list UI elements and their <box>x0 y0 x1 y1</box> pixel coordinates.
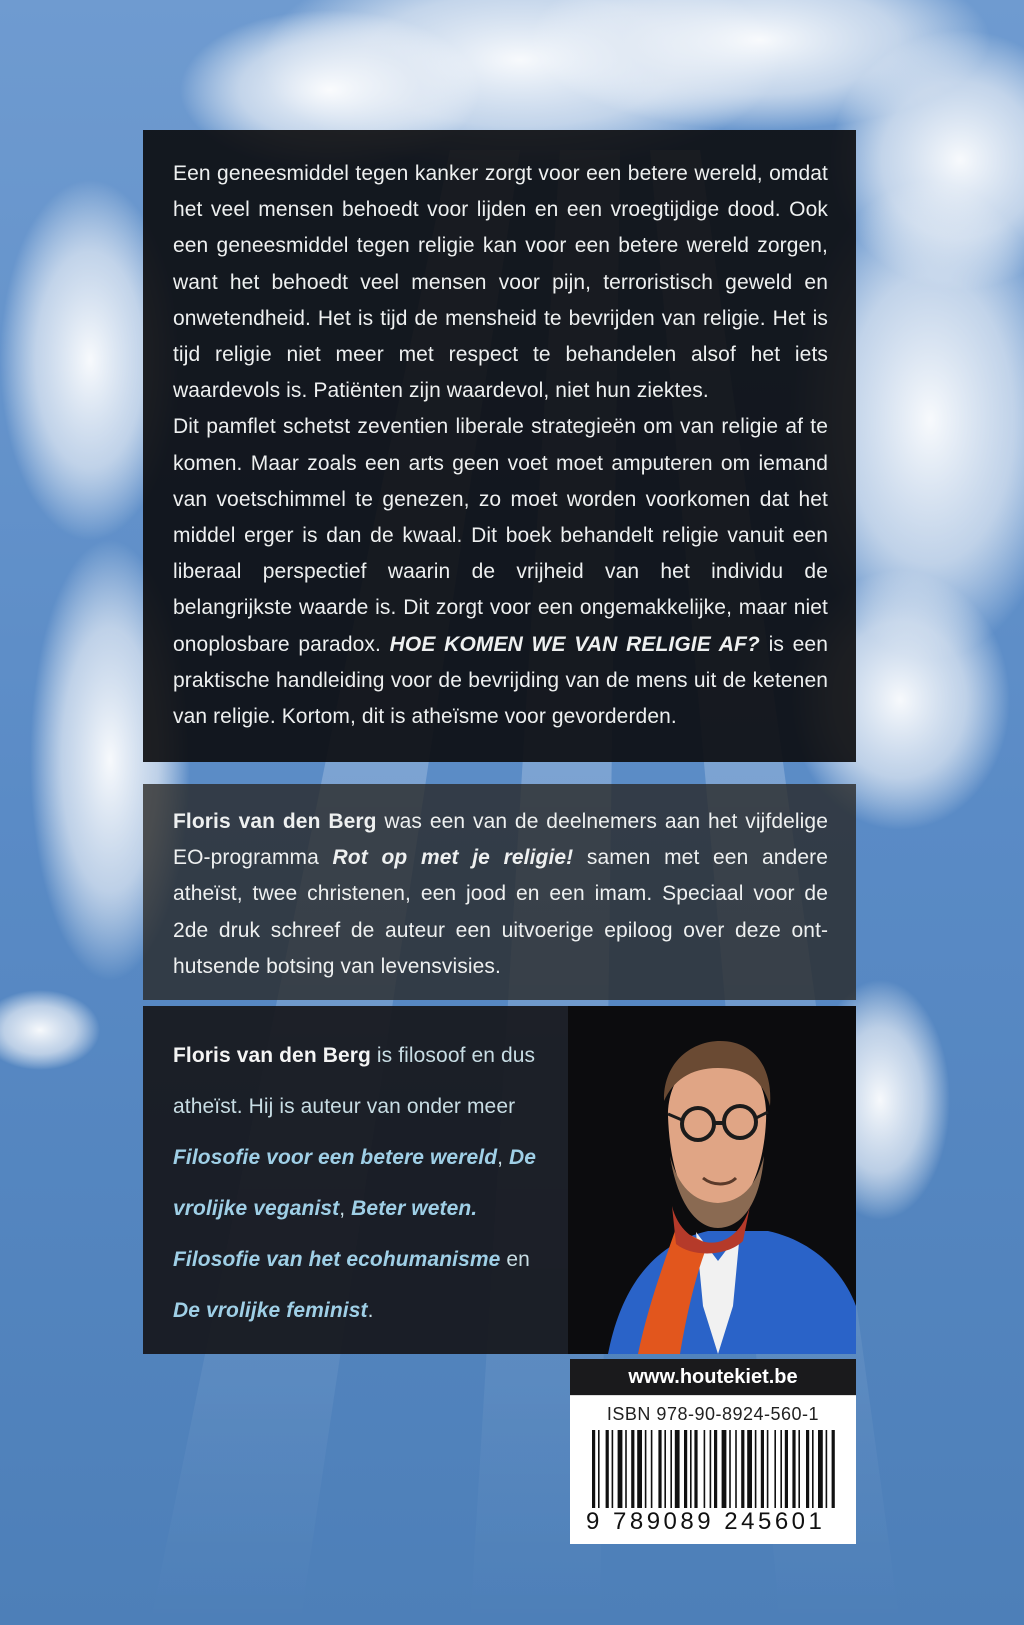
barcode-bar <box>761 1430 764 1508</box>
barcode-bar <box>606 1430 609 1508</box>
barcode-bar <box>714 1430 717 1508</box>
barcode-bar <box>618 1430 623 1508</box>
barcode-bar <box>792 1430 795 1508</box>
author-name: Floris van den Berg <box>173 1044 371 1067</box>
tv-program-panel <box>143 784 856 1000</box>
isbn-label: ISBN 978-90-8924-560-1 <box>606 1404 820 1424</box>
barcode-bar <box>651 1430 653 1508</box>
blurb-panel <box>143 130 856 762</box>
barcode-bar <box>690 1430 692 1508</box>
blurb-paragraph-2: Dit pamflet schetst zeventien liberale strategieën om van religie af te komen. Maar zoals een arts geen voet moet amputeren om iemand van voetschimmel te genezen, zo moet worden voorkomen dat het middel erger is dan de kwaal. Dit boek behandelt religie vanuit een liberaal perspectief waarin de vrijheid van het individu de belangrijkste waarde is. Dit zorgt voor een ongemakkelijke, maar niet onoplosbare paradox. HOE KOMEN WE VAN RELIGIE AF? is een praktische handleiding voor de bevrijding van de mens uit de ketenen van religie. Kortom, dit is atheïsme voor gevorderden. <box>173 415 828 729</box>
barcode-bar <box>818 1430 823 1508</box>
author-panel <box>143 1006 856 1354</box>
barcode-bar <box>774 1430 776 1508</box>
barcode-bar <box>741 1430 744 1508</box>
tv-program-text: Floris van den Berg was een van de deelnemers aan het vijfdelige EO-programma Rot op met je religie! samen met een andere atheïst, twee christenen, een jood en een imam. Speciaal voor de 2de druk schreef de auteur een uitvoerige epiloog over deze onthutsende botsing van levensvisies. <box>173 810 828 978</box>
barcode-bar <box>826 1430 828 1508</box>
author-portrait-illustration <box>568 1006 856 1354</box>
barcode-bar <box>645 1430 647 1508</box>
barcode-bar <box>798 1430 800 1508</box>
barcode-bar <box>729 1430 731 1508</box>
publisher-website[interactable]: www.houtekiet.be <box>570 1359 856 1395</box>
barcode-bar <box>675 1430 680 1508</box>
barcode-bar <box>806 1430 809 1508</box>
barcode-bar <box>832 1430 835 1508</box>
barcode-bar <box>710 1430 712 1508</box>
book-title-inline: HOE KOMEN WE VAN RELIGIE AF? <box>389 632 760 656</box>
author-book-4: De vrolijke feminist <box>173 1299 368 1322</box>
barcode-bar <box>598 1430 600 1508</box>
barcode-bar <box>735 1430 737 1508</box>
barcode-bar <box>785 1430 788 1508</box>
author-bio: Floris van den Berg is filosoof en dus atheïst. Hij is auteur van onder meer Filosofie voor een betere wereld, De vrolijke veganist, Beter weten. Filosofie van het ecohumanisme en De vrolijke feminist. <box>173 1044 537 1322</box>
blurb-paragraph-1: Een geneesmiddel tegen kanker zorgt voor een betere wereld, omdat het veel mensen behoedt voor lijden en een vroegtijdige dood. Ook een geneesmiddel tegen religie kan voor een betere wereld zorgen, want het behoedt veel mensen voor pijn, terroristisch geweld en onwetendheid. Het is tijd de mensheid te bevrijden van religie. Het is tijd religie niet meer met respect te behandelen alsof het iets waardevols is. Patiënten zijn waardevol, niet hun ziektes. <box>173 162 828 403</box>
barcode-bar <box>625 1430 627 1508</box>
barcode-bar <box>670 1430 672 1508</box>
barcode-bar <box>722 1430 727 1508</box>
author-book-1: Filosofie voor een betere wereld <box>173 1146 498 1169</box>
author-book-3: Beter weten. Filosofie van het ecohumanisme <box>173 1197 501 1271</box>
barcode-bar <box>780 1430 782 1508</box>
barcode-bar <box>637 1430 642 1508</box>
isbn-barcode-box <box>570 1395 856 1544</box>
barcode-bar <box>704 1430 706 1508</box>
barcode-bar <box>664 1430 666 1508</box>
barcode-bar <box>755 1430 757 1508</box>
barcode-bar <box>812 1430 814 1508</box>
barcode-bar <box>612 1430 614 1508</box>
author-photo <box>568 1006 856 1354</box>
program-title: Rot op met je religie! <box>332 846 574 870</box>
barcode-bar <box>747 1430 752 1508</box>
barcode-bar <box>767 1430 769 1508</box>
barcode-bar <box>592 1430 595 1508</box>
barcode-bar <box>658 1430 661 1508</box>
author-book-2: De vrolijke veganist <box>173 1146 537 1220</box>
barcode-bar <box>684 1430 687 1508</box>
barcode-digits: 9 789089 245601 <box>586 1508 826 1535</box>
bio-author-name: Floris van den Berg <box>173 810 377 833</box>
barcode-bar <box>694 1430 697 1508</box>
barcode-bar <box>631 1430 634 1508</box>
